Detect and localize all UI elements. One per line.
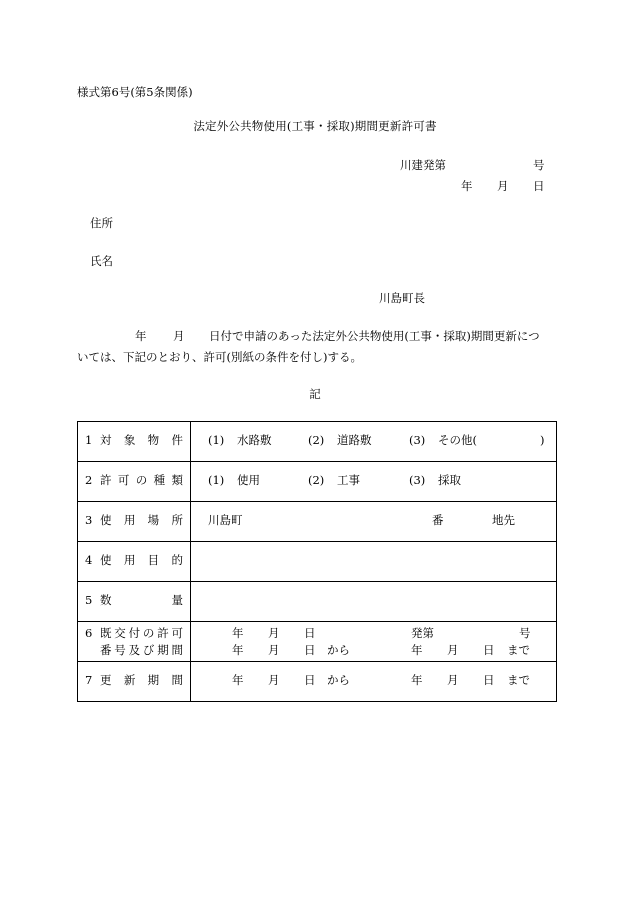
row-label: 1 対 象 物 件 [78, 422, 191, 462]
row-label: 4 使 用 目 的 [78, 542, 191, 582]
form-number: 様式第6号(第5条関係) [77, 85, 193, 99]
row-label: 6 既 交 付 の 許 可 番 号 及 び 期 間 [78, 622, 191, 662]
permit-table [77, 421, 557, 702]
name-label: 氏名 [90, 254, 113, 268]
table-row [78, 542, 557, 582]
date-day: 日 [533, 179, 545, 193]
date-year: 年 [461, 179, 473, 193]
object-options-cell: (1) 水路敷 (2) 道路敷 (3) その他( ) [191, 422, 557, 462]
row-label: 5 数 量 [78, 582, 191, 622]
row-label: 3 使 用 場 所 [78, 502, 191, 542]
table-row [78, 622, 557, 662]
body-line1: 日付で申請のあった法定外公共物使用(工事・採取)期間更新につ [209, 329, 540, 343]
place-cell: 川島町 番 地先 [191, 502, 557, 542]
address-label: 住所 [90, 216, 113, 230]
table-row [78, 502, 557, 542]
type-options-cell: (1) 使用 (2) 工事 (3) 採取 [191, 462, 557, 502]
quantity-cell [191, 582, 557, 622]
document-title: 法定外公共物使用(工事・採取)期間更新許可書 [193, 119, 437, 133]
table-row [78, 422, 557, 462]
reference-prefix: 川建発第 [400, 158, 446, 172]
row-label: 7 更 新 期 間 [78, 662, 191, 702]
body-year: 年 [135, 329, 147, 343]
renewal-period-cell: 年 月 日 から 年 月 日 まで [191, 662, 557, 702]
issuer: 川島町長 [379, 291, 425, 305]
table-row [78, 582, 557, 622]
prior-permit-cell: 年 月 日 発第 号 年 月 日 から 年 月 日 まで [191, 622, 557, 662]
date-month: 月 [497, 179, 509, 193]
row-label: 2 許 可 の 種 類 [78, 462, 191, 502]
purpose-cell [191, 542, 557, 582]
table-row [78, 662, 557, 702]
table-row [78, 462, 557, 502]
ki-heading: 記 [309, 387, 321, 401]
body-line2: いては、下記のとおり、許可(別紙の条件を付し)する。 [77, 350, 362, 364]
reference-suffix: 号 [533, 158, 545, 172]
body-month: 月 [173, 329, 185, 343]
